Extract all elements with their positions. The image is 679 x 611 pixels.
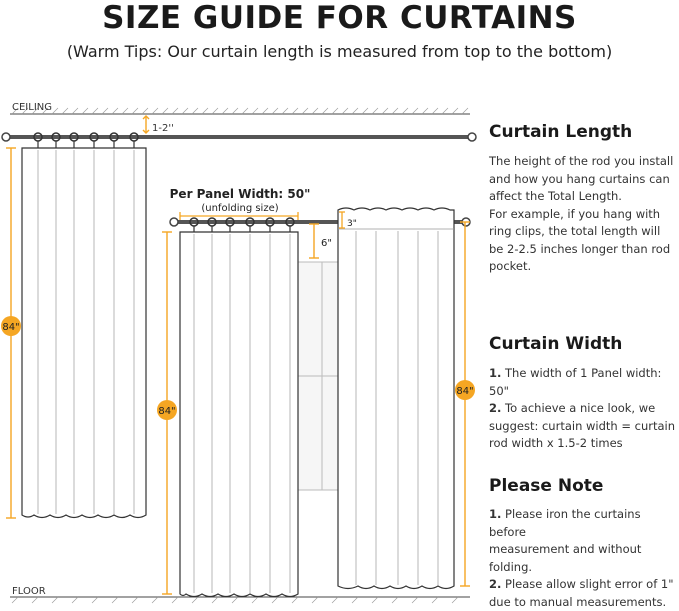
- panel-width-sub: (unfolding size): [201, 203, 278, 214]
- note-item-1: 1. Please iron the curtains before: [489, 506, 679, 541]
- right-length-marker: [460, 222, 470, 586]
- curtain-width-text: [489, 365, 679, 453]
- ceiling-label: CEILING: [12, 102, 52, 113]
- rod-gap-marker: [143, 116, 149, 133]
- middle-curtain-panel: [180, 232, 298, 597]
- please-note-text: [489, 506, 679, 611]
- curtain-width-heading: Curtain Width: [489, 334, 622, 354]
- left-curtain-panel: [22, 148, 146, 518]
- note-line: due to manual measurements.: [489, 594, 679, 611]
- width-line: suggest: curtain width = curtain: [489, 418, 679, 436]
- curtain-length-text: [489, 153, 679, 276]
- length-line: be 2-2.5 inches longer than rod: [489, 241, 679, 259]
- length-line: For example, if you hang with: [489, 206, 679, 224]
- ceiling-hatch: [12, 108, 468, 114]
- note-item-2: 2. Please allow slight error of 1": [489, 576, 679, 594]
- length-line: and how you hang curtains can: [489, 171, 679, 189]
- rod-gap-label: 1-2'': [152, 123, 174, 134]
- page-subtitle: (Warm Tips: Our curtain length is measured from top to the bottom): [0, 42, 679, 61]
- top-curtain-rod: [2, 133, 476, 148]
- rod-to-ceiling-marker: [309, 224, 319, 258]
- right-curtain-panel: [338, 208, 454, 589]
- note-line: folding.: [489, 559, 679, 577]
- page-title: SIZE GUIDE FOR CURTAINS: [0, 0, 679, 36]
- width-item-2: 2. To achieve a nice look, we: [489, 400, 679, 418]
- please-note-heading: Please Note: [489, 476, 603, 496]
- width-line: rod width x 1.5-2 times: [489, 435, 679, 453]
- rod-pocket-label: 3": [347, 219, 357, 229]
- curtain-length-heading: Curtain Length: [489, 122, 632, 142]
- note-line: measurement and without: [489, 541, 679, 559]
- middle-length-label: 84": [158, 406, 175, 417]
- length-line: affect the Total Length.: [489, 188, 679, 206]
- panel-width-label: Per Panel Width: 50": [170, 187, 311, 201]
- floor-label: FLOOR: [12, 586, 46, 597]
- right-length-label: 84": [456, 386, 473, 397]
- length-line: ring clips, the total length will: [489, 223, 679, 241]
- length-line: The height of the rod you install: [489, 153, 679, 171]
- width-item-1: 1. The width of 1 Panel width: 50": [489, 365, 679, 400]
- left-length-label: 84": [2, 322, 19, 333]
- length-line: pocket.: [489, 258, 679, 276]
- floor-hatch: [12, 597, 458, 603]
- rod-to-ceiling-label: 6": [321, 238, 332, 249]
